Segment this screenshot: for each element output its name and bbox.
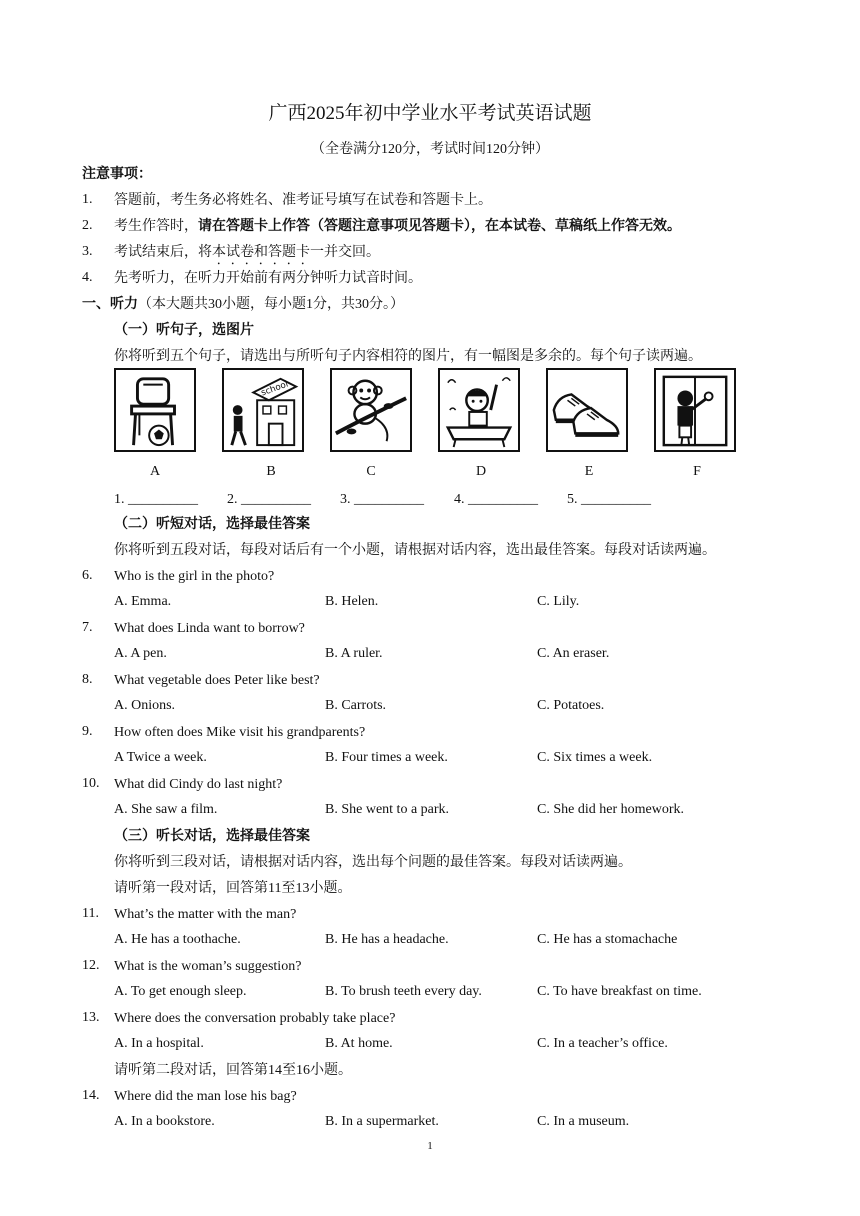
question-text: What’s the matter with the man? xyxy=(114,907,297,922)
picture-label: A xyxy=(149,464,161,479)
question-text: What does Linda want to borrow? xyxy=(114,621,305,636)
part-instruction: 你将听到三段对话，请根据对话内容，选出每个问题的最佳答案。每段对话读两遍。 xyxy=(114,855,632,870)
option-a[interactable]: A. He has a toothache. xyxy=(114,932,241,947)
part-instruction: 你将听到五个句子，请选出与所听句子内容相符的图片，有一幅图是多余的。每个句子读两遍。 xyxy=(114,349,702,364)
option-c[interactable]: C. Lily. xyxy=(537,594,580,609)
question-number: 14. xyxy=(82,1088,100,1103)
option-b[interactable]: B. To brush teeth every day. xyxy=(325,984,482,999)
note-num: 2. xyxy=(82,218,93,233)
option-b[interactable]: B. At home. xyxy=(325,1036,393,1051)
option-c[interactable]: C. He has a stomachache xyxy=(537,932,678,947)
note-num: 4. xyxy=(82,270,93,285)
question-text: What vegetable does Peter like best? xyxy=(114,673,320,688)
option-c[interactable]: C. In a teacher’s office. xyxy=(537,1036,668,1051)
option-b[interactable]: B. Carrots. xyxy=(325,698,387,713)
answer-blank[interactable]: 2. __________ xyxy=(227,492,311,507)
picture-f xyxy=(654,368,736,452)
option-c[interactable]: C. Potatoes. xyxy=(537,698,605,713)
answer-blank[interactable]: 1. __________ xyxy=(114,492,198,507)
picture-label: C xyxy=(366,464,376,479)
note-text: 答题前，考生务必将姓名、准考证号填写在试卷和答题卡上。 xyxy=(114,193,492,208)
option-b[interactable]: B. A ruler. xyxy=(325,646,383,661)
option-a[interactable]: A. In a hospital. xyxy=(114,1036,204,1051)
picture-d xyxy=(438,368,520,452)
part-heading: （三）听长对话，选择最佳答案 xyxy=(114,829,310,844)
notes-heading: 注意事项： xyxy=(82,167,152,182)
section-heading xyxy=(82,296,404,314)
section-title: 一、听力 xyxy=(82,297,138,312)
monkey-branch-icon xyxy=(332,370,410,450)
section-note: （本大题共30小题，每小题1分，共30分。） xyxy=(138,297,404,312)
option-a[interactable]: A. Onions. xyxy=(114,698,176,713)
question-number: 11. xyxy=(82,906,99,921)
option-a[interactable]: A. To get enough sleep. xyxy=(114,984,247,999)
question-number: 8. xyxy=(82,672,93,687)
answer-blank[interactable]: 5. __________ xyxy=(567,492,651,507)
question-text: Where does the conversation probably take place? xyxy=(114,1011,396,1026)
option-a[interactable]: A. A pen. xyxy=(114,646,167,661)
picture-a xyxy=(114,368,196,452)
question-text: How often does Mike visit his grandparents? xyxy=(114,725,366,740)
option-a[interactable]: A Twice a week. xyxy=(114,750,207,765)
page-subtitle: （全卷满分120分，考试时间120分钟） xyxy=(311,142,549,157)
question-number: 7. xyxy=(82,620,93,635)
question-number: 12. xyxy=(82,958,100,973)
svg-text:school: school xyxy=(259,379,290,399)
page-title: 广西2025年初中学业水平考试英语试题 xyxy=(268,103,592,124)
option-b[interactable]: B. Four times a week. xyxy=(325,750,448,765)
page-number: 1 xyxy=(427,1140,433,1152)
option-a[interactable]: A. Emma. xyxy=(114,594,172,609)
option-b[interactable]: B. Helen. xyxy=(325,594,379,609)
chair-ball-icon xyxy=(116,370,194,450)
question-number: 9. xyxy=(82,724,93,739)
answer-blank[interactable]: 3. __________ xyxy=(340,492,424,507)
option-c[interactable]: C. Six times a week. xyxy=(537,750,653,765)
option-c[interactable]: C. To have breakfast on time. xyxy=(537,984,702,999)
question-text: Where did the man lose his bag? xyxy=(114,1089,297,1104)
question-number: 13. xyxy=(82,1010,100,1025)
part-heading: （二）听短对话，选择最佳答案 xyxy=(114,517,310,532)
part-instruction: 你将听到五段对话，每段对话后有一个小题，请根据对话内容，选出最佳答案。每段对话读两遍。 xyxy=(114,543,716,558)
note-text xyxy=(114,218,681,236)
note-text xyxy=(114,244,380,268)
option-c[interactable]: C. In a museum. xyxy=(537,1114,630,1129)
option-b[interactable]: B. She went to a park. xyxy=(325,802,450,817)
school-boy-icon xyxy=(224,370,302,450)
question-number: 10. xyxy=(82,776,100,791)
option-b[interactable]: B. He has a headache. xyxy=(325,932,449,947)
picture-label: D xyxy=(475,464,487,479)
shoes-icon xyxy=(548,370,626,450)
picture-label: F xyxy=(693,464,701,479)
boy-desk-icon xyxy=(440,370,518,450)
note-text-bold: 请在答题卡上作答（答题注意事项见答题卡），在本试卷、草稿纸上作答无效。 xyxy=(198,219,681,234)
question-text: Who is the girl in the photo? xyxy=(114,569,275,584)
answer-blank[interactable]: 4. __________ xyxy=(454,492,538,507)
option-a[interactable]: A. In a bookstore. xyxy=(114,1114,215,1129)
picture-label: B xyxy=(266,464,276,479)
dialogue-note: 请听第二段对话，回答第14至16小题。 xyxy=(114,1063,352,1078)
picture-e xyxy=(546,368,628,452)
dialogue-note: 请听第一段对话，回答第11至13小题。 xyxy=(114,881,352,896)
picture-c xyxy=(330,368,412,452)
option-a[interactable]: A. She saw a film. xyxy=(114,802,218,817)
girl-window-icon xyxy=(656,370,734,450)
part-heading: （一）听句子，选图片 xyxy=(114,323,254,338)
note-num: 3. xyxy=(82,244,93,259)
option-c[interactable]: C. An eraser. xyxy=(537,646,610,661)
question-number: 6. xyxy=(82,568,93,583)
note-text-part: 考试结束后，将 xyxy=(114,245,212,260)
note-text-part: 考生作答时， xyxy=(114,219,198,234)
picture-label: E xyxy=(584,464,594,479)
picture-b xyxy=(222,368,304,452)
note-text-part: 一并交回。 xyxy=(310,245,380,260)
note-num: 1. xyxy=(82,192,93,207)
option-c[interactable]: C. She did her homework. xyxy=(537,802,684,817)
option-b[interactable]: B. In a supermarket. xyxy=(325,1114,439,1129)
question-text: What did Cindy do last night? xyxy=(114,777,283,792)
note-text-emphasis: 本试卷和答题卡 xyxy=(212,245,310,260)
question-text: What is the woman’s suggestion? xyxy=(114,959,302,974)
note-text: 先考听力，在听力开始前有两分钟听力试音时间。 xyxy=(114,271,422,286)
